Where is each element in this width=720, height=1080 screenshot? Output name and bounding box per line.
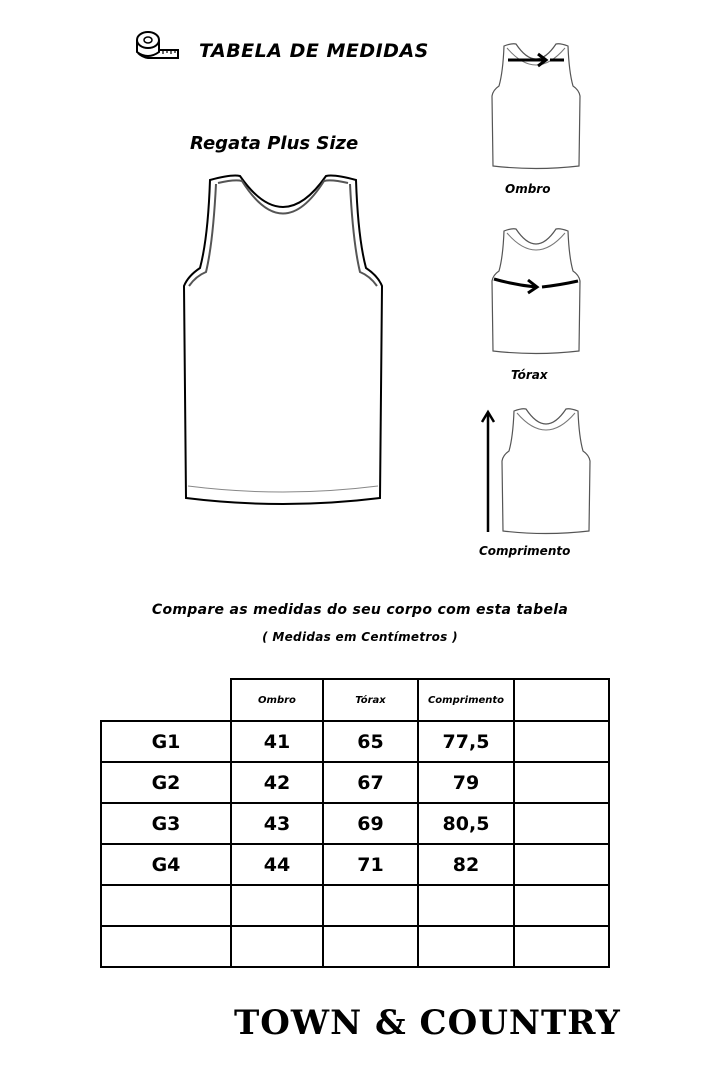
compare-instruction: Compare as medidas do seu corpo com esta tabela bbox=[151, 602, 569, 618]
length-diagram bbox=[500, 405, 592, 535]
cell-torax: 65 bbox=[323, 721, 418, 762]
cell-extra bbox=[514, 844, 609, 885]
shoulder-caption: Ombro bbox=[505, 182, 551, 196]
cell-comprimento: 82 bbox=[418, 844, 514, 885]
page-title: TABELA DE MEDIDAS bbox=[199, 40, 429, 62]
header-torax: Tórax bbox=[323, 679, 418, 721]
chest-diagram bbox=[490, 225, 582, 355]
cell-comprimento: 80,5 bbox=[418, 803, 514, 844]
cell-torax: 67 bbox=[323, 762, 418, 803]
cell-torax: 71 bbox=[323, 844, 418, 885]
cell-extra bbox=[514, 926, 609, 967]
product-name: Regata Plus Size bbox=[190, 133, 359, 154]
size-label: G4 bbox=[101, 844, 231, 885]
table-row bbox=[101, 762, 609, 803]
cell-comprimento: 77,5 bbox=[418, 721, 514, 762]
length-arrow-icon bbox=[478, 408, 498, 534]
size-label: G3 bbox=[101, 803, 231, 844]
chest-caption: Tórax bbox=[511, 368, 548, 382]
cell-extra bbox=[514, 803, 609, 844]
header-comprimento: Comprimento bbox=[418, 679, 514, 721]
cell-ombro bbox=[231, 885, 323, 926]
cell-ombro: 44 bbox=[231, 844, 323, 885]
cell-comprimento bbox=[418, 926, 514, 967]
cell-comprimento bbox=[418, 885, 514, 926]
table-row bbox=[101, 844, 609, 885]
cell-torax bbox=[323, 885, 418, 926]
cell-extra bbox=[514, 762, 609, 803]
cell-torax bbox=[323, 926, 418, 967]
cell-extra bbox=[514, 885, 609, 926]
units-note: ( Medidas em Centímetros ) bbox=[262, 630, 458, 644]
table-row bbox=[101, 721, 609, 762]
table-header-row bbox=[101, 679, 609, 721]
cell-ombro: 42 bbox=[231, 762, 323, 803]
header-ombro: Ombro bbox=[231, 679, 323, 721]
size-label: G1 bbox=[101, 721, 231, 762]
table-row bbox=[101, 926, 609, 967]
size-label bbox=[101, 926, 231, 967]
header-corner bbox=[101, 679, 231, 721]
header-extra bbox=[514, 679, 609, 721]
cell-comprimento: 79 bbox=[418, 762, 514, 803]
size-label bbox=[101, 885, 231, 926]
cell-extra bbox=[514, 721, 609, 762]
size-label: G2 bbox=[101, 762, 231, 803]
size-table bbox=[100, 678, 610, 968]
cell-ombro bbox=[231, 926, 323, 967]
measuring-tape-icon bbox=[134, 28, 180, 62]
brand-logo: TOWN & COUNTRY bbox=[234, 1003, 621, 1043]
shoulder-diagram bbox=[490, 40, 582, 170]
cell-torax: 69 bbox=[323, 803, 418, 844]
length-caption: Comprimento bbox=[479, 544, 571, 558]
cell-ombro: 43 bbox=[231, 803, 323, 844]
tank-top-illustration bbox=[180, 168, 386, 508]
table-row bbox=[101, 885, 609, 926]
table-row bbox=[101, 803, 609, 844]
cell-ombro: 41 bbox=[231, 721, 323, 762]
